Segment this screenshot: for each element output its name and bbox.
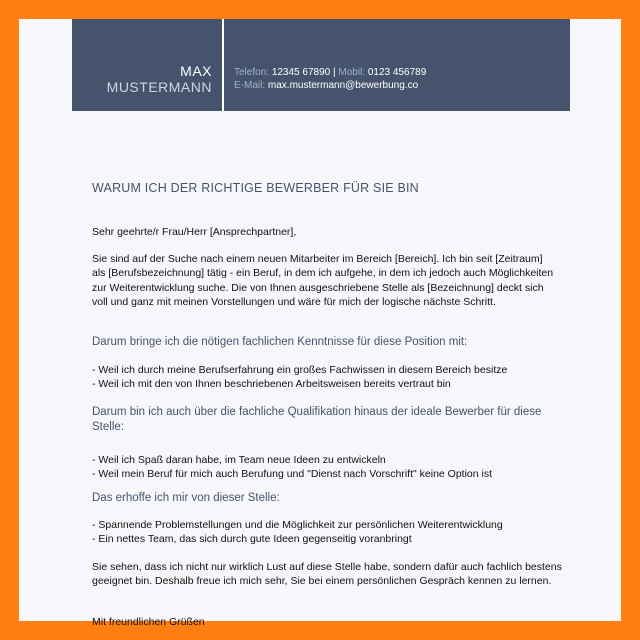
intro-paragraph: Sie sind auf der Suche nach einem neuen Mitarbeiter im Bereich [Bereich]. Ich bin seit [Zeitraum] als [Berufsbezeichnung] tätig - ein Beruf, in dem ich aufgehe, in dem ich jedoch auch Möglichkeiten zur Weiterentwicklung suche. Die von Ihnen ausgeschriebene Stelle als [Bezeichnung] deckt sich voll und ganz mit meinen Vorstellungen und wäre für mich der logische nächste Schritt.: [92, 253, 554, 309]
closing-paragraph: Sie sehen, dass ich nicht nur wirklich Lust auf diese Stelle habe, sondern dafür auch fachlich bestens geeignet bin. Deshalb freue ich mich sehr, Sie bei einem persönlichen Gespräch kennen zu lernen.: [92, 561, 562, 588]
skills-list: [92, 363, 507, 392]
contact-separator: |: [333, 67, 336, 78]
phone-label: Telefon:: [234, 67, 270, 78]
subheading-expectations: Das erhoffe ich mir von dieser Stelle:: [92, 492, 280, 504]
subheading-qualification: Darum bin ich auch über die fachliche Qualifikation hinaus der ideale Bewerber für diese Stelle:: [92, 406, 542, 433]
letter-page: [19, 19, 621, 628]
last-name: MUSTERMANN: [106, 79, 212, 95]
list-item: - Weil ich mit den von Ihnen beschriebenen Arbeitsweisen bereits vertraut bin: [92, 378, 451, 391]
list-item: - Ein nettes Team, das sich durch gute Ideen gegenseitig voranbringt: [92, 533, 412, 546]
phone-line: [234, 66, 426, 79]
first-name: MAX: [180, 63, 212, 79]
list-item: - Spannende Problemstellungen und die Möglichkeit zur persönlichen Weiterentwicklung: [92, 519, 503, 531]
qualification-list: [92, 453, 492, 482]
list-item: - Weil ich durch meine Berufserfahrung ein großes Fachwissen in diesem Bereich besitze: [92, 364, 508, 376]
letter-heading: WARUM ICH DER RICHTIGE BEWERBER FÜR SIE BIN: [92, 181, 419, 195]
email-line: [234, 79, 426, 92]
name-block: [72, 19, 224, 111]
list-item: - Weil ich Spaß daran habe, im Team neue Ideen zu entwickeln: [92, 454, 386, 466]
closing-salutation: Mit freundlichen Grüßen: [92, 616, 205, 628]
list-item: - Weil mein Beruf für mich auch Berufung und "Dienst nach Vorschrift" keine Option ist: [92, 468, 493, 481]
greeting: Sehr geehrte/r Frau/Herr [Ansprechpartner],: [92, 226, 297, 238]
mobile-value: 0123 456789: [367, 67, 427, 78]
expectations-list: [92, 518, 503, 547]
phone-value: 12345 67890: [271, 67, 331, 78]
subheading-skills: Darum bringe ich die nötigen fachlichen Kenntnisse für diese Position mit:: [92, 336, 468, 348]
contact-info: [234, 66, 426, 92]
email-label: E-Mail:: [234, 80, 266, 91]
email-value: max.mustermann@bewerbung.co: [267, 80, 419, 91]
mobile-label: Mobil:: [338, 67, 366, 78]
letter-header: [72, 19, 570, 111]
